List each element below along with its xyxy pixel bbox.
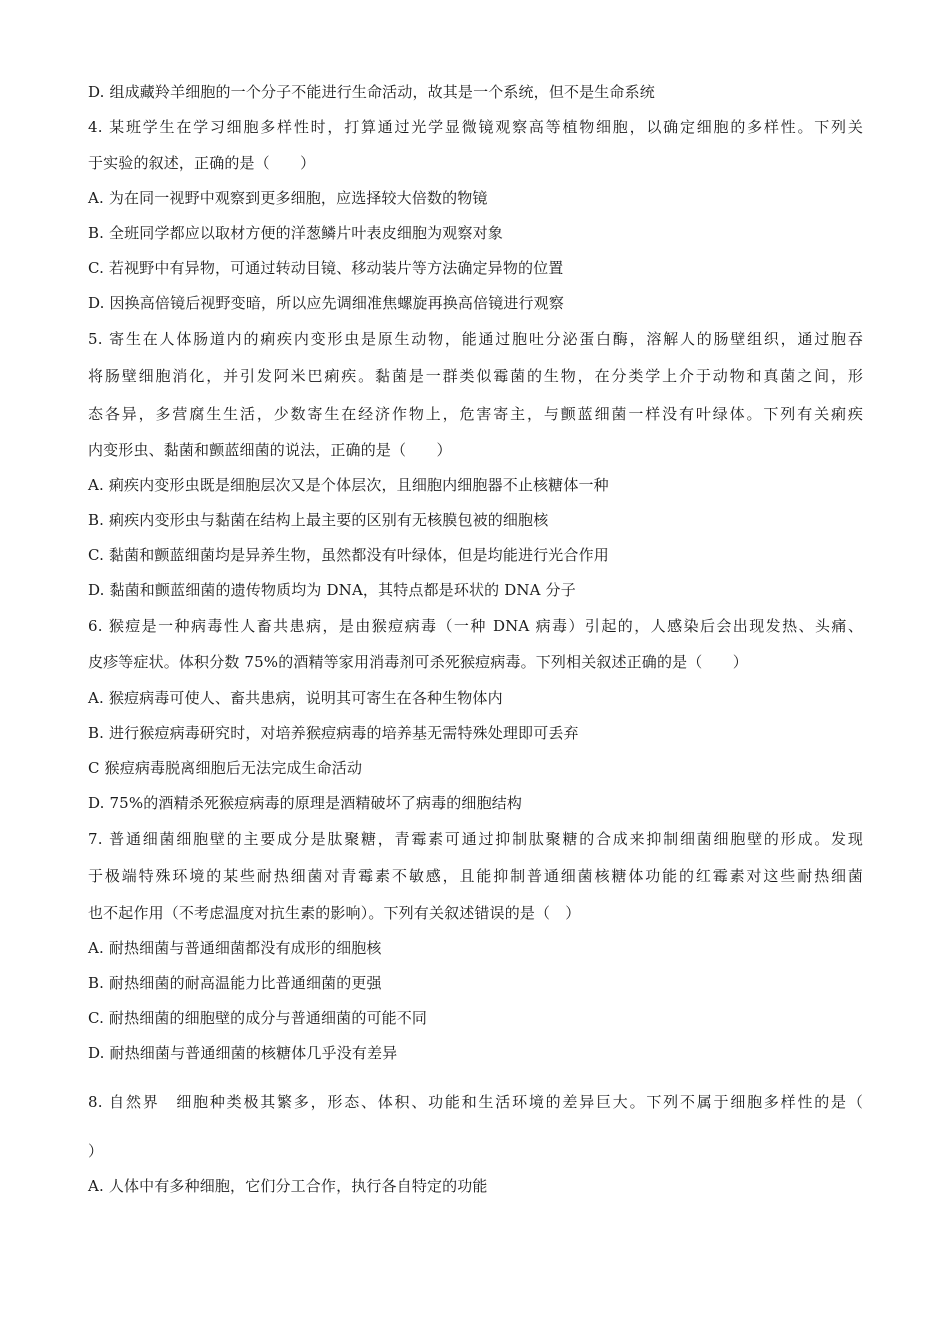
q4-option-c: C. 若视野中有异物，可通过转动目镜、移动装片等方法确定异物的位置	[88, 259, 564, 277]
q7-stem-line-2: 于极端特殊环境的某些耐热细菌对青霉素不敏感，且能抑制普通细菌核糖体功能的红霉素对这些耐热细菌	[88, 867, 863, 885]
q6-option-b: B. 进行猴痘病毒研究时，对培养猴痘病毒的培养基无需特殊处理即可丢弃	[88, 724, 579, 742]
q4-option-d: D. 因换高倍镜后视野变暗，所以应先调细准焦螺旋再换高倍镜进行观察	[88, 294, 564, 312]
q6-option-d: D. 75%的酒精杀死猴痘病毒的原理是酒精破坏了病毒的细胞结构	[88, 794, 523, 812]
q5-stem-line-4: 内变形虫、黏菌和颤蓝细菌的说法，正确的是（ ）	[88, 441, 452, 459]
q6-stem-line-1: 6. 猴痘是一种病毒性人畜共患病，是由猴痘病毒（一种 DNA 病毒）引起的，人感染后会出现发热、头痛、	[88, 617, 863, 635]
q5-option-a: A. 痢疾内变形虫既是细胞层次又是个体层次，且细胞内细胞器不止核糖体一种	[88, 476, 609, 494]
q4-option-a: A. 为在同一视野中观察到更多细胞，应选择较大倍数的物镜	[88, 189, 488, 207]
q5-option-c: C. 黏菌和颤蓝细菌均是异养生物，虽然都没有叶绿体，但是均能进行光合作用	[88, 546, 609, 564]
q8-stem-line-2: ）	[88, 1142, 104, 1160]
q5-stem-line-3: 态各异，多营腐生生活，少数寄生在经济作物上，危害寄主，与颤蓝细菌一样没有叶绿体。下列有关痢疾	[88, 405, 863, 423]
q7-option-c: C. 耐热细菌的细胞壁的成分与普通细菌的可能不同	[88, 1009, 428, 1027]
q3-option-d: D. 组成藏羚羊细胞的一个分子不能进行生命活动，故其是一个系统，但不是生命系统	[88, 83, 655, 101]
q8-option-a: A. 人体中有多种细胞，它们分工合作，执行各自特定的功能	[88, 1177, 488, 1195]
q5-option-d: D. 黏菌和颤蓝细菌的遗传物质均为 DNA，其特点都是环状的 DNA 分子	[88, 581, 576, 599]
q7-option-d: D. 耐热细菌与普通细菌的核糖体几乎没有差异	[88, 1044, 398, 1062]
q5-stem-line-2: 将肠壁细胞消化，并引发阿米巴痢疾。黏菌是一群类似霉菌的生物，在分类学上介于动物和真菌之间，形	[88, 367, 863, 385]
q6-option-a: A. 猴痘病毒可使人、畜共患病，说明其可寄生在各种生物体内	[88, 689, 503, 707]
q7-option-a: A. 耐热细菌与普通细菌都没有成形的细胞核	[88, 939, 382, 957]
q7-stem-line-1: 7. 普通细菌细胞壁的主要成分是肽聚糖，青霉素可通过抑制肽聚糖的合成来抑制细菌细胞壁的形成。发现	[88, 830, 863, 848]
q6-option-c: C 猴痘病毒脱离细胞后无法完成生命活动	[88, 759, 363, 777]
q6-stem-line-2: 皮疹等症状。体积分数 75%的酒精等家用消毒剂可杀死猴痘病毒。下列相关叙述正确的是（ ）	[88, 653, 748, 671]
q7-option-b: B. 耐热细菌的耐高温能力比普通细菌的更强	[88, 974, 382, 992]
q4-option-b: B. 全班同学都应以取材方便的洋葱鳞片叶表皮细胞为观察对象	[88, 224, 503, 242]
q4-stem-line-2: 于实验的叙述，正确的是（ ）	[88, 154, 316, 172]
q8-stem-line-1: 8. 自然界 细胞种类极其繁多，形态、体积、功能和生活环境的差异巨大。下列不属于细胞多样性的是（	[88, 1093, 863, 1111]
q5-option-b: B. 痢疾内变形虫与黏菌在结构上最主要的区别有无核膜包被的细胞核	[88, 511, 549, 529]
q7-stem-line-3: 也不起作用（不考虑温度对抗生素的影响）。下列有关叙述错误的是（ ）	[88, 904, 581, 922]
q4-stem-line-1: 4. 某班学生在学习细胞多样性时，打算通过光学显微镜观察高等植物细胞，以确定细胞的多样性。下列关	[88, 118, 863, 136]
q5-stem-line-1: 5. 寄生在人体肠道内的痢疾内变形虫是原生动物，能通过胞吐分泌蛋白酶，溶解人的肠壁组织，通过胞吞	[88, 330, 863, 348]
